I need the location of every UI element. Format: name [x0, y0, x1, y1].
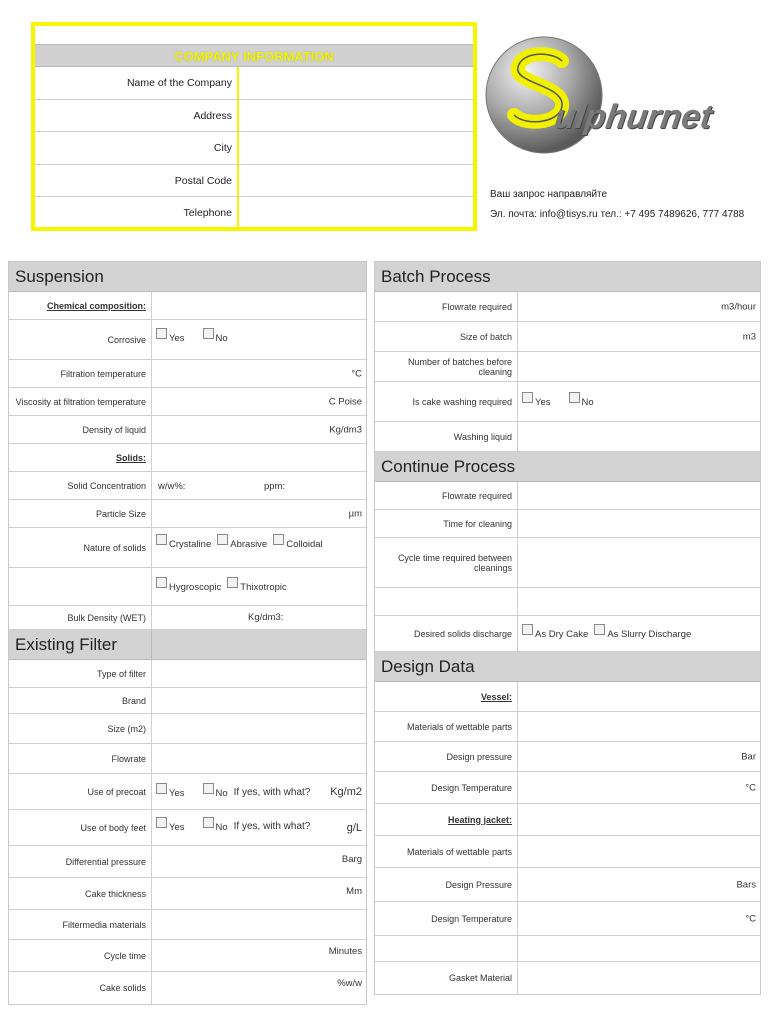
unit-label: m3/hour [721, 301, 756, 312]
vessel-label: Vessel: [480, 691, 512, 702]
row-differential-pressure [9, 846, 366, 878]
flowrate-label: Flowrate [9, 744, 152, 773]
row-jacket-materials [375, 836, 760, 868]
gasket-material-field[interactable] [518, 962, 760, 994]
contact-line-2: Эл. почта: info@tisys.ru тел.: +7 495 7489626, 777 4788 [490, 209, 745, 220]
contact-info [490, 185, 744, 225]
continue-blank-field[interactable] [518, 588, 760, 615]
batch-flowrate-field[interactable] [518, 292, 760, 321]
checkbox[interactable] [227, 577, 238, 588]
row-design-pressure [375, 742, 760, 772]
row-cake-washing [375, 382, 760, 422]
company-name-field[interactable] [239, 67, 473, 99]
filtermedia-field[interactable] [152, 910, 366, 939]
type-of-filter-label: Type of filter [9, 660, 152, 687]
hygroscopic-option[interactable]: Hygroscopic [156, 577, 221, 593]
chemical-composition-label: Chemical composition: [46, 300, 146, 311]
ppm-label: ppm: [264, 481, 286, 492]
unit-label: Kg/dm3 [329, 424, 362, 435]
row-bulk-density [9, 606, 366, 630]
row-filtermedia [9, 910, 366, 940]
existing-filter-title: Existing Filter [9, 630, 152, 659]
precoat-if-yes-label: If yes, with what? [233, 787, 311, 798]
washing-liquid-field[interactable] [518, 422, 760, 451]
row-washing-liquid [375, 422, 760, 452]
jacket-pressure-label: Design Pressure [375, 868, 518, 901]
size-label: Size (m2) [9, 714, 152, 743]
checkbox[interactable] [522, 392, 533, 403]
unit-label: C Poise [328, 396, 362, 407]
address-label: Address [35, 100, 239, 132]
row-filtration-temperature [9, 360, 366, 388]
ww-label: w/w%: [158, 481, 186, 492]
existing-filter-header [9, 630, 366, 660]
unit-label: m3 [742, 331, 756, 342]
unit-label: Minutes [328, 946, 362, 957]
postal-code-field[interactable] [239, 165, 473, 197]
row-precoat [9, 774, 366, 810]
particle-size-label: Particle Size [9, 500, 152, 527]
viscosity-label: Viscosity at filtration temperature [9, 388, 152, 415]
slurry-discharge-option[interactable]: As Slurry Discharge [594, 624, 691, 640]
company-row-postal [35, 165, 473, 198]
density-label: Density of liquid [9, 416, 152, 443]
cycle-between-cleanings-label: Cycle time required between cleanings [375, 538, 518, 587]
row-particle-size [9, 500, 366, 528]
row-solids [9, 444, 366, 472]
row-jacket-pressure [375, 868, 760, 902]
row-design-temperature [375, 772, 760, 804]
design-pressure-field[interactable] [518, 742, 760, 771]
flowrate-field[interactable] [152, 744, 366, 773]
precoat-label: Use of precoat [9, 774, 152, 809]
nature-of-solids-label: Nature of solids [9, 528, 152, 567]
differential-pressure-field[interactable] [152, 846, 366, 877]
bulk-density-field[interactable] [152, 606, 366, 629]
viscosity-field[interactable] [152, 388, 366, 415]
cake-thickness-field[interactable] [152, 878, 366, 909]
jacket-pressure-field[interactable] [518, 868, 760, 901]
company-row-address [35, 100, 473, 133]
solids-label: Solids: [115, 452, 146, 463]
bulk-density-label: Bulk Density (WET) [9, 606, 152, 629]
row-desired-discharge [375, 616, 760, 652]
corrosive-yes-option[interactable]: Yes [156, 328, 185, 344]
city-field[interactable] [239, 132, 473, 164]
continue-flowrate-label: Flowrate required [375, 482, 518, 509]
density-field[interactable] [152, 416, 366, 443]
continue-process-title: Continue Process [375, 452, 760, 482]
row-time-for-cleaning [375, 510, 760, 538]
dry-cake-option[interactable]: As Dry Cake [522, 624, 588, 640]
row-solid-concentration [9, 472, 366, 500]
type-of-filter-field[interactable] [152, 660, 366, 687]
filtration-temperature-label: Filtration temperature [9, 360, 152, 387]
continue-flowrate-field[interactable] [518, 482, 760, 509]
row-continue-flowrate [375, 482, 760, 510]
cycle-time-field[interactable] [152, 940, 366, 971]
cake-washing-yes-option[interactable]: Yes [522, 392, 551, 408]
unit-label: Bars [736, 879, 756, 890]
row-batch-flowrate [375, 292, 760, 322]
kg-m2-unit: Kg/m2 [330, 785, 362, 798]
unit-label: %w/w [337, 978, 362, 989]
row-heating-jacket [375, 804, 760, 836]
brand-field[interactable] [152, 688, 366, 713]
row-corrosive [9, 320, 366, 360]
design-pressure-label: Design pressure [375, 742, 518, 771]
vessel-materials-field[interactable] [518, 712, 760, 741]
row-nature-of-solids [9, 528, 366, 568]
row-nature-of-solids-2 [9, 568, 366, 606]
body-feet-if-yes-label: If yes, with what? [233, 821, 311, 832]
gasket-material-label: Gasket Material [375, 962, 518, 994]
row-type-of-filter [9, 660, 366, 688]
solid-concentration-field[interactable] [152, 472, 366, 499]
brand-label: Brand [9, 688, 152, 713]
corrosive-no-option[interactable]: No [203, 328, 228, 344]
row-batches-before-cleaning [375, 352, 760, 382]
precoat-yes-option[interactable]: Yes [156, 783, 185, 799]
batch-process-title: Batch Process [375, 262, 760, 292]
unit-label: Bar [741, 751, 756, 762]
checkbox[interactable] [569, 392, 580, 403]
filtermedia-label: Filtermedia materials [9, 910, 152, 939]
design-temperature-field[interactable] [518, 772, 760, 803]
left-column [8, 261, 367, 1005]
jacket-materials-field[interactable] [518, 836, 760, 867]
design-temperature-label: Design Temperature [375, 772, 518, 803]
batch-size-label: Size of batch [375, 322, 518, 351]
row-body-feet [9, 810, 366, 846]
company-info-title: COMPANY INFORMATION [35, 44, 473, 67]
precoat-no-option[interactable]: No [203, 783, 228, 799]
checkbox[interactable] [156, 534, 167, 545]
contact-line-1: Ваш запрос направляйте [490, 189, 608, 200]
row-vessel-materials [375, 712, 760, 742]
row-density [9, 416, 366, 444]
checkbox[interactable] [203, 817, 214, 828]
row-flowrate [9, 744, 366, 774]
telephone-label: Telephone [35, 197, 239, 230]
row-batch-size [375, 322, 760, 352]
vessel-materials-label: Materials of wettable parts [375, 712, 518, 741]
company-row-telephone [35, 197, 473, 230]
batches-before-cleaning-field[interactable] [518, 352, 760, 381]
solid-concentration-label: Solid Concentration [9, 472, 152, 499]
colloidal-option[interactable]: Colloidal [273, 534, 322, 550]
checkbox[interactable] [156, 783, 167, 794]
unit-label: °C [745, 782, 756, 793]
size-field[interactable] [152, 714, 366, 743]
row-design-blank [375, 936, 760, 962]
abrasive-option[interactable]: Abrasive [217, 534, 267, 550]
row-continue-blank [375, 588, 760, 616]
unit-label: °C [351, 368, 362, 379]
batches-before-cleaning-label: Number of batches before cleaning [375, 352, 518, 381]
desired-discharge-label: Desired solids discharge [375, 616, 518, 651]
cake-washing-no-option[interactable]: No [569, 392, 594, 408]
telephone-field[interactable] [239, 197, 473, 230]
differential-pressure-label: Differential pressure [9, 846, 152, 877]
company-row-city [35, 132, 473, 165]
row-chemical-composition [9, 292, 366, 320]
address-field[interactable] [239, 100, 473, 132]
cycle-time-label: Cycle time [9, 940, 152, 971]
time-for-cleaning-field[interactable] [518, 510, 760, 537]
unit-label: Mm [346, 886, 362, 897]
company-row-name [35, 67, 473, 100]
bulk-density-unit: Kg/dm3: [248, 612, 284, 623]
batch-size-field[interactable] [518, 322, 760, 351]
jacket-temperature-label: Design Temperature [375, 902, 518, 935]
cake-thickness-label: Cake thickness [9, 878, 152, 909]
row-jacket-temperature [375, 902, 760, 936]
washing-liquid-label: Washing liquid [375, 422, 518, 451]
design-blank-field[interactable] [518, 936, 760, 961]
corrosive-label: Corrosive [9, 320, 152, 359]
jacket-temperature-field[interactable] [518, 902, 760, 935]
crystaline-option[interactable]: Crystaline [156, 534, 211, 550]
checkbox[interactable] [522, 624, 533, 635]
row-gasket-material [375, 962, 760, 994]
checkbox[interactable] [273, 534, 284, 545]
checkbox[interactable] [217, 534, 228, 545]
chemical-composition-field[interactable] [152, 292, 366, 319]
cake-solids-label: Cake solids [9, 972, 152, 1004]
row-cycle-time [9, 940, 366, 972]
body-feet-label: Use of body feet [9, 810, 152, 845]
company-info-block [31, 22, 477, 231]
body-feet-yes-option[interactable]: Yes [156, 817, 185, 833]
heating-jacket-label: Heating jacket: [447, 814, 512, 825]
thixotropic-option[interactable]: Thixotropic [227, 577, 286, 593]
sulphurnet-logo [482, 15, 715, 175]
cake-washing-label: Is cake washing required [375, 382, 518, 421]
cycle-between-cleanings-field[interactable] [518, 538, 760, 587]
design-data-title: Design Data [375, 652, 760, 682]
row-cake-thickness [9, 878, 366, 910]
city-label: City [35, 132, 239, 164]
filtration-temperature-field[interactable] [152, 360, 366, 387]
company-name-label: Name of the Company [35, 67, 239, 99]
row-vessel [375, 682, 760, 712]
batch-flowrate-label: Flowrate required [375, 292, 518, 321]
postal-code-label: Postal Code [35, 165, 239, 197]
checkbox[interactable] [156, 817, 167, 828]
jacket-materials-label: Materials of wettable parts [375, 836, 518, 867]
body-feet-no-option[interactable]: No [203, 817, 228, 833]
row-brand [9, 688, 366, 714]
right-column [374, 261, 761, 995]
checkbox[interactable] [156, 577, 167, 588]
checkbox[interactable] [156, 328, 167, 339]
checkbox[interactable] [203, 328, 214, 339]
checkbox[interactable] [594, 624, 605, 635]
g-l-unit: g/L [346, 821, 362, 834]
row-size [9, 714, 366, 744]
unit-label: Barg [341, 854, 362, 865]
checkbox[interactable] [203, 783, 214, 794]
unit-label: µm [348, 508, 362, 519]
suspension-title: Suspension [9, 262, 366, 292]
row-viscosity [9, 388, 366, 416]
unit-label: °C [745, 913, 756, 924]
cake-solids-field[interactable] [152, 972, 366, 1004]
particle-size-field[interactable] [152, 500, 366, 527]
logo-wordmark: ulphurnet [552, 98, 715, 136]
row-cycle-between-cleanings [375, 538, 760, 588]
time-for-cleaning-label: Time for cleaning [375, 510, 518, 537]
row-cake-solids [9, 972, 366, 1004]
